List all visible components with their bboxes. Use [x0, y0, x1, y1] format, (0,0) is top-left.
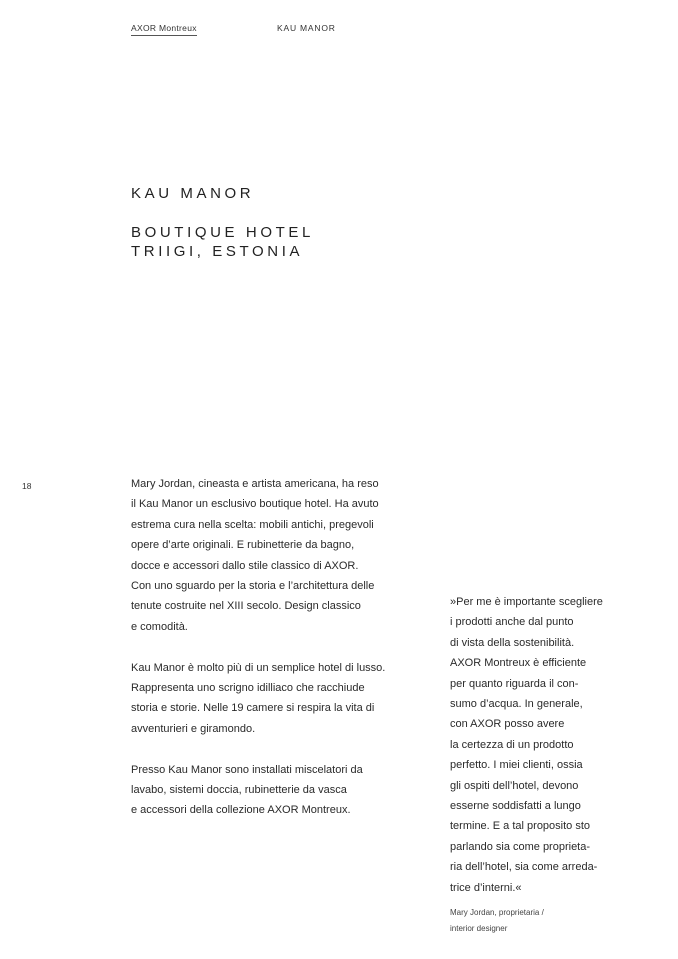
text-line: tenute costruite nel XIII secolo. Design classico: [131, 600, 361, 613]
body-text: [131, 474, 385, 841]
text-line: avventurieri e giramondo.: [131, 722, 256, 735]
subtitle-line: BOUTIQUE HOTEL: [131, 224, 314, 241]
text-line: lavabo, sistemi doccia, rubinetterie da vasca: [131, 784, 347, 797]
text-line: e comodità.: [131, 620, 188, 633]
page-number: 18: [22, 481, 32, 491]
text-line: Con uno sguardo per la storia e l’architettura delle: [131, 580, 375, 593]
quote-line: parlando sia come proprieta-: [450, 840, 591, 853]
text-line: il Kau Manor un esclusivo boutique hotel. Ha avuto: [131, 498, 379, 511]
text-line: Mary Jordan, cineasta e artista americana, ha reso: [131, 478, 379, 490]
quote-line: per quanto riguarda il con-: [450, 677, 579, 690]
attribution-line: Mary Jordan, proprietaria /: [450, 908, 544, 917]
body-paragraph: [131, 658, 385, 740]
subtitle-line: TRIIGI, ESTONIA: [131, 243, 304, 260]
quote-line: la certezza di un prodotto: [450, 738, 574, 751]
quote-line: perfetto. I miei clienti, ossia: [450, 759, 583, 772]
quote-line: »Per me è importante scegliere: [450, 596, 603, 608]
attribution-line: interior designer: [450, 924, 508, 933]
body-paragraph: [131, 474, 385, 637]
text-line: Kau Manor è molto più di un semplice hotel di lusso.: [131, 661, 386, 674]
quote-attribution: [450, 905, 544, 937]
section-label: KAU MANOR: [277, 23, 336, 33]
quote-line: i prodotti anche dal punto: [450, 616, 574, 629]
page-subtitle: [131, 223, 314, 261]
quote-line: termine. E a tal proposito sto: [450, 820, 591, 833]
text-line: Presso Kau Manor sono installati miscelatori da: [131, 763, 363, 776]
text-line: Rappresenta uno scrigno idilliaco che racchiude: [131, 682, 365, 695]
text-line: opere d’arte originali. E rubinetterie da bagno,: [131, 539, 355, 552]
text-line: docce e accessori dallo stile classico di AXOR.: [131, 559, 359, 572]
quote-line: ria dell’hotel, sia come arreda-: [450, 861, 598, 874]
brand-link[interactable]: AXOR Montreux: [131, 23, 197, 36]
pull-quote: [450, 592, 603, 898]
quote-line: gli ospiti dell’hotel, devono: [450, 779, 579, 792]
quote-line: esserne soddisfatti a lungo: [450, 800, 581, 813]
quote-line: trice d’interni.«: [450, 881, 522, 894]
quote-line: AXOR Montreux è efficiente: [450, 657, 587, 670]
quote-line: di vista della sostenibilità.: [450, 636, 575, 649]
text-line: storia e storie. Nelle 19 camere si respira la vita di: [131, 702, 375, 715]
text-line: estrema cura nella scelta: mobili antichi, pregevoli: [131, 518, 374, 531]
quote-line: sumo d’acqua. In generale,: [450, 698, 583, 711]
text-line: e accessori della collezione AXOR Montreux.: [131, 804, 351, 817]
body-paragraph: [131, 760, 385, 821]
quote-line: con AXOR posso avere: [450, 718, 565, 731]
page-title: KAU MANOR: [131, 185, 255, 202]
